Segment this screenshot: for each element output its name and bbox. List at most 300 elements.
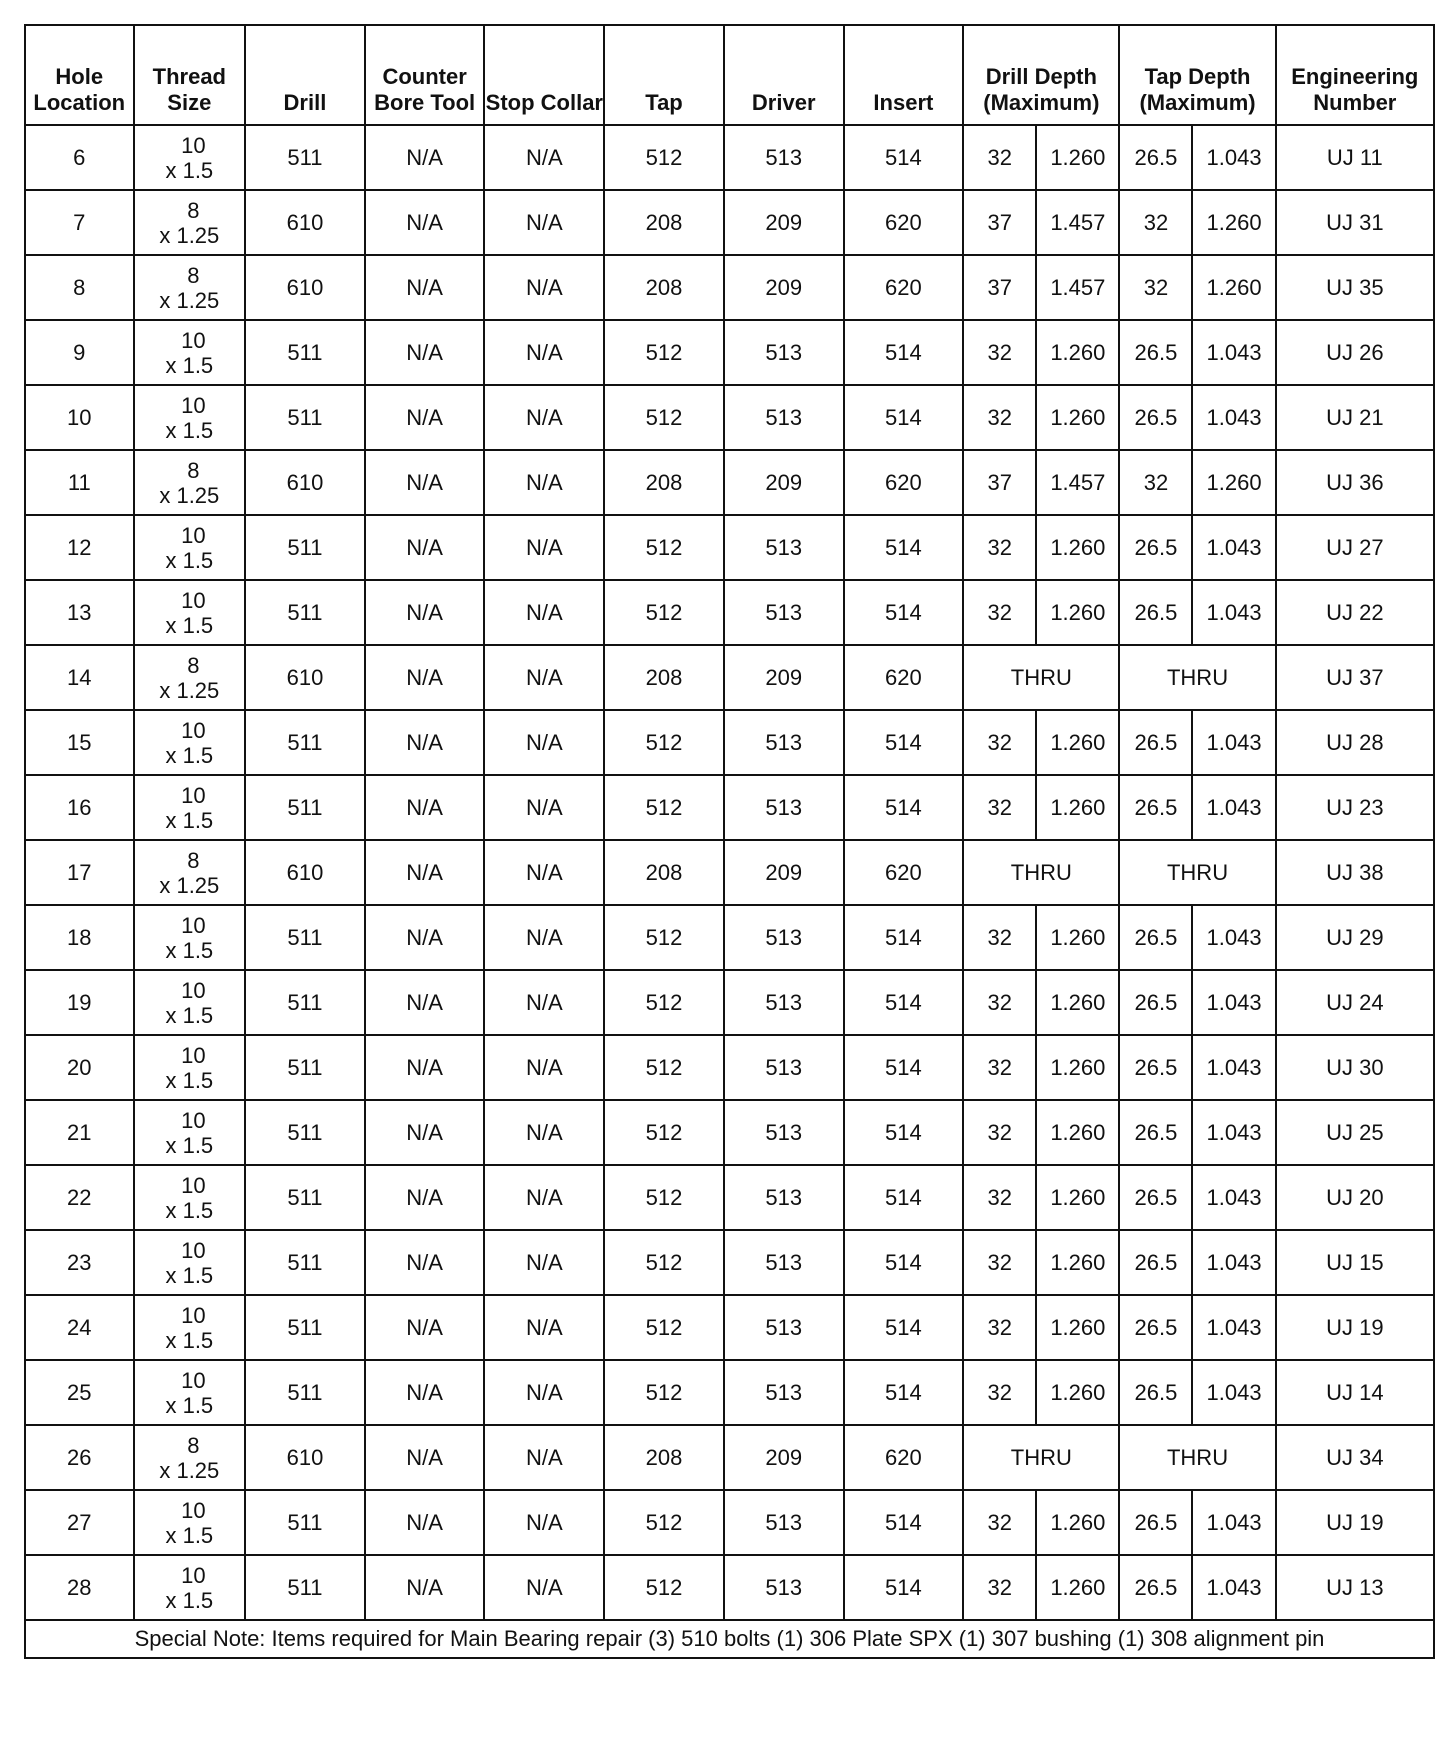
tap-depth-mm-cell: 26.5 [1119,1165,1192,1230]
drill-cell: 511 [245,385,365,450]
thread-pitch: x 1.5 [165,612,214,638]
counter-bore-tool-cell: N/A [365,1230,485,1295]
drill-depth-in-cell: 1.260 [1036,905,1119,970]
hole-location-cell: 25 [25,1360,134,1425]
thread-pitch: x 1.25 [159,872,220,898]
thread-size-cell [134,1555,246,1620]
thread-size-cell [134,645,246,710]
stop-collar-cell: N/A [484,710,604,775]
header-row [25,25,1434,125]
drill-cell: 610 [245,645,365,710]
hole-location-cell: 20 [25,1035,134,1100]
thread-size-cell [134,190,246,255]
driver-cell: 513 [724,970,844,1035]
drill-depth-mm-cell: 37 [963,190,1036,255]
counter-bore-tool-cell: N/A [365,1165,485,1230]
thread-pitch: x 1.25 [159,482,220,508]
engineering-number-cell: UJ 26 [1276,320,1434,385]
tap-depth-mm-cell: 26.5 [1119,515,1192,580]
tap-depth-mm-cell: 32 [1119,190,1192,255]
tap-depth-in-cell: 1.043 [1192,1100,1275,1165]
stop-collar-cell: N/A [484,515,604,580]
tap-depth-mm-cell: 26.5 [1119,1360,1192,1425]
tap-cell: 208 [604,190,724,255]
thread-pitch: x 1.5 [165,1132,214,1158]
drill-depth-in-cell: 1.260 [1036,970,1119,1035]
table-row [25,1295,1434,1360]
table-row [25,970,1434,1035]
tap-depth-in-cell: 1.260 [1192,190,1275,255]
table-row [25,255,1434,320]
tap-cell: 512 [604,320,724,385]
tap-cell: 512 [604,1035,724,1100]
driver-cell: 513 [724,1555,844,1620]
drill-depth-mm-cell: 32 [963,515,1036,580]
insert-cell: 514 [844,1295,964,1360]
hole-location-cell: 6 [25,125,134,190]
drill-depth-in-cell: 1.260 [1036,385,1119,450]
counter-bore-tool-cell: N/A [365,1490,485,1555]
table-row [25,1490,1434,1555]
thread-size-cell [134,1295,246,1360]
thread-pitch: x 1.5 [165,1392,214,1418]
drill-cell: 511 [245,1555,365,1620]
drill-depth-mm-cell: 32 [963,580,1036,645]
insert-cell: 620 [844,450,964,515]
drill-depth-in-cell: 1.260 [1036,775,1119,840]
tap-cell: 208 [604,255,724,320]
hole-location-cell: 13 [25,580,134,645]
thread-diameter: 10 [181,782,206,808]
thread-pitch: x 1.5 [165,157,214,183]
hole-location-cell: 14 [25,645,134,710]
tap-depth-in-cell: 1.043 [1192,970,1275,1035]
insert-cell: 514 [844,1490,964,1555]
driver-cell: 209 [724,450,844,515]
driver-cell: 513 [724,775,844,840]
thread-size-cell [134,1490,246,1555]
tap-depth-mm-cell: 26.5 [1119,1230,1192,1295]
tap-cell: 208 [604,840,724,905]
tap-depth-in-cell: 1.043 [1192,515,1275,580]
driver-cell: 209 [724,190,844,255]
driver-cell: 513 [724,125,844,190]
drill-depth-in-cell: 1.260 [1036,320,1119,385]
hole-location-cell: 22 [25,1165,134,1230]
hole-location-cell: 21 [25,1100,134,1165]
tap-depth-in-cell: 1.043 [1192,710,1275,775]
stop-collar-cell: N/A [484,1555,604,1620]
thread-diameter: 8 [187,262,200,288]
insert-cell: 514 [844,710,964,775]
stop-collar-cell: N/A [484,385,604,450]
counter-bore-tool-cell: N/A [365,580,485,645]
drill-depth-mm-cell: 32 [963,125,1036,190]
tap-cell: 512 [604,580,724,645]
insert-cell: 514 [844,320,964,385]
drill-depth-mm-cell: 32 [963,905,1036,970]
stop-collar-cell: N/A [484,905,604,970]
insert-cell: 620 [844,255,964,320]
tap-depth-in-cell: 1.043 [1192,1295,1275,1360]
insert-cell: 514 [844,125,964,190]
drill-depth-cell: THRU [963,645,1119,710]
special-note: Special Note: Items required for Main Bearing repair (3) 510 bolts (1) 306 Plate SPX (1) 307 bushing (1) 308 alignment pin [25,1620,1434,1658]
insert-cell: 514 [844,905,964,970]
tap-cell: 208 [604,645,724,710]
drill-cell: 610 [245,450,365,515]
drill-cell: 511 [245,1100,365,1165]
drill-depth-in-cell: 1.260 [1036,580,1119,645]
thread-pitch: x 1.5 [165,1262,214,1288]
thread-size-cell [134,840,246,905]
hole-location-cell: 15 [25,710,134,775]
thread-pitch: x 1.25 [159,287,220,313]
stop-collar-cell: N/A [484,775,604,840]
thread-pitch: x 1.5 [165,807,214,833]
drill-depth-mm-cell: 32 [963,1035,1036,1100]
drill-cell: 511 [245,1230,365,1295]
thread-size-cell [134,1165,246,1230]
thread-pitch: x 1.5 [165,937,214,963]
table-row [25,775,1434,840]
thread-diameter: 10 [181,912,206,938]
engineering-number-cell: UJ 19 [1276,1295,1434,1360]
engineering-number-cell: UJ 28 [1276,710,1434,775]
tap-cell: 512 [604,905,724,970]
thread-pitch: x 1.5 [165,1002,214,1028]
driver-cell: 513 [724,1230,844,1295]
stop-collar-cell: N/A [484,1035,604,1100]
tap-cell: 512 [604,515,724,580]
stop-collar-cell: N/A [484,840,604,905]
thread-size-cell [134,970,246,1035]
thread-pitch: x 1.25 [159,1457,220,1483]
tap-depth-mm-cell: 26.5 [1119,385,1192,450]
tap-depth-mm-cell: 26.5 [1119,580,1192,645]
drill-cell: 511 [245,1035,365,1100]
thread-pitch: x 1.5 [165,1522,214,1548]
drill-depth-in-cell: 1.260 [1036,1360,1119,1425]
drill-cell: 610 [245,190,365,255]
engineering-number-cell: UJ 38 [1276,840,1434,905]
thread-size-cell [134,580,246,645]
driver-cell: 513 [724,580,844,645]
tap-cell: 512 [604,1100,724,1165]
counter-bore-tool-cell: N/A [365,710,485,775]
tap-depth-mm-cell: 32 [1119,255,1192,320]
hole-location-cell: 27 [25,1490,134,1555]
thread-pitch: x 1.5 [165,1067,214,1093]
hole-location-cell: 23 [25,1230,134,1295]
table-row [25,1360,1434,1425]
tap-depth-in-cell: 1.043 [1192,580,1275,645]
special-note-row [25,1620,1434,1658]
engineering-number-cell: UJ 34 [1276,1425,1434,1490]
thread-pitch: x 1.25 [159,222,220,248]
drill-depth-mm-cell: 32 [963,1165,1036,1230]
engineering-number-cell: UJ 27 [1276,515,1434,580]
insert-cell: 514 [844,970,964,1035]
table-row [25,320,1434,385]
engineering-number-cell: UJ 21 [1276,385,1434,450]
header-stop-collar: Stop Collar [484,25,604,125]
thread-pitch: x 1.5 [165,1587,214,1613]
stop-collar-cell: N/A [484,1230,604,1295]
drill-depth-in-cell: 1.457 [1036,190,1119,255]
thread-diameter: 8 [187,197,200,223]
thread-size-cell [134,255,246,320]
table-row [25,905,1434,970]
stop-collar-cell: N/A [484,1100,604,1165]
drill-depth-in-cell: 1.260 [1036,515,1119,580]
thread-size-cell [134,515,246,580]
tap-depth-in-cell: 1.043 [1192,1165,1275,1230]
tap-cell: 512 [604,1490,724,1555]
tap-cell: 512 [604,385,724,450]
thread-diameter: 10 [181,522,206,548]
thread-pitch: x 1.5 [165,417,214,443]
counter-bore-tool-cell: N/A [365,775,485,840]
driver-cell: 513 [724,515,844,580]
thread-pitch: x 1.5 [165,547,214,573]
tap-depth-cell: THRU [1119,645,1275,710]
table-row [25,190,1434,255]
insert-cell: 514 [844,1360,964,1425]
drill-depth-in-cell: 1.260 [1036,125,1119,190]
counter-bore-tool-cell: N/A [365,450,485,515]
drill-depth-mm-cell: 32 [963,1100,1036,1165]
tap-depth-in-cell: 1.260 [1192,255,1275,320]
stop-collar-cell: N/A [484,1360,604,1425]
insert-cell: 620 [844,840,964,905]
tap-depth-in-cell: 1.043 [1192,1555,1275,1620]
driver-cell: 209 [724,255,844,320]
engineering-number-cell: UJ 11 [1276,125,1434,190]
tap-depth-mm-cell: 32 [1119,450,1192,515]
drill-cell: 511 [245,515,365,580]
insert-cell: 620 [844,190,964,255]
header-hole-location: Hole Location [25,25,134,125]
drill-cell: 610 [245,840,365,905]
driver-cell: 209 [724,645,844,710]
drill-cell: 610 [245,1425,365,1490]
table-row [25,125,1434,190]
drill-depth-in-cell: 1.260 [1036,1100,1119,1165]
hole-location-cell: 19 [25,970,134,1035]
tap-cell: 512 [604,1295,724,1360]
driver-cell: 513 [724,1165,844,1230]
thread-size-cell [134,1425,246,1490]
tap-depth-mm-cell: 26.5 [1119,775,1192,840]
stop-collar-cell: N/A [484,580,604,645]
tap-depth-in-cell: 1.043 [1192,1035,1275,1100]
table-row [25,385,1434,450]
hole-location-cell: 17 [25,840,134,905]
drill-depth-mm-cell: 32 [963,1295,1036,1360]
tap-depth-in-cell: 1.260 [1192,450,1275,515]
hole-location-cell: 8 [25,255,134,320]
driver-cell: 513 [724,1360,844,1425]
drill-depth-cell: THRU [963,1425,1119,1490]
tap-cell: 512 [604,1165,724,1230]
drill-cell: 511 [245,1295,365,1360]
thread-diameter: 10 [181,1302,206,1328]
counter-bore-tool-cell: N/A [365,385,485,450]
tap-depth-mm-cell: 26.5 [1119,320,1192,385]
stop-collar-cell: N/A [484,125,604,190]
engineering-number-cell: UJ 36 [1276,450,1434,515]
insert-cell: 514 [844,1100,964,1165]
tap-cell: 208 [604,450,724,515]
thread-diameter: 10 [181,1367,206,1393]
table-row [25,1100,1434,1165]
thread-diameter: 10 [181,1237,206,1263]
tap-depth-mm-cell: 26.5 [1119,1035,1192,1100]
hole-location-cell: 9 [25,320,134,385]
insert-cell: 514 [844,1555,964,1620]
tap-depth-in-cell: 1.043 [1192,1490,1275,1555]
tap-depth-in-cell: 1.043 [1192,775,1275,840]
tap-cell: 512 [604,710,724,775]
thread-size-cell [134,1100,246,1165]
tooling-spec-table [24,24,1435,1659]
insert-cell: 514 [844,580,964,645]
thread-diameter: 10 [181,1042,206,1068]
engineering-number-cell: UJ 22 [1276,580,1434,645]
counter-bore-tool-cell: N/A [365,190,485,255]
hole-location-cell: 11 [25,450,134,515]
thread-pitch: x 1.5 [165,1197,214,1223]
table-row [25,645,1434,710]
tap-depth-in-cell: 1.043 [1192,905,1275,970]
stop-collar-cell: N/A [484,450,604,515]
insert-cell: 514 [844,1230,964,1295]
driver-cell: 513 [724,905,844,970]
engineering-number-cell: UJ 37 [1276,645,1434,710]
stop-collar-cell: N/A [484,970,604,1035]
drill-cell: 511 [245,320,365,385]
drill-cell: 511 [245,1490,365,1555]
tap-depth-in-cell: 1.043 [1192,1230,1275,1295]
drill-depth-in-cell: 1.260 [1036,1035,1119,1100]
tap-depth-mm-cell: 26.5 [1119,905,1192,970]
drill-cell: 511 [245,905,365,970]
driver-cell: 513 [724,1100,844,1165]
stop-collar-cell: N/A [484,1490,604,1555]
drill-depth-mm-cell: 32 [963,320,1036,385]
thread-diameter: 10 [181,392,206,418]
drill-depth-mm-cell: 32 [963,385,1036,450]
counter-bore-tool-cell: N/A [365,1360,485,1425]
thread-diameter: 8 [187,457,200,483]
drill-depth-in-cell: 1.260 [1036,1555,1119,1620]
thread-diameter: 8 [187,652,200,678]
counter-bore-tool-cell: N/A [365,1425,485,1490]
engineering-number-cell: UJ 15 [1276,1230,1434,1295]
header-tap: Tap [604,25,724,125]
hole-location-cell: 7 [25,190,134,255]
thread-size-cell [134,320,246,385]
thread-diameter: 8 [187,1432,200,1458]
insert-cell: 514 [844,385,964,450]
header-thread-size: Thread Size [134,25,246,125]
thread-diameter: 10 [181,977,206,1003]
engineering-number-cell: UJ 35 [1276,255,1434,320]
thread-diameter: 10 [181,1107,206,1133]
tap-depth-mm-cell: 26.5 [1119,710,1192,775]
driver-cell: 513 [724,320,844,385]
drill-depth-mm-cell: 32 [963,1555,1036,1620]
engineering-number-cell: UJ 14 [1276,1360,1434,1425]
thread-size-cell [134,775,246,840]
driver-cell: 513 [724,385,844,450]
counter-bore-tool-cell: N/A [365,1295,485,1360]
thread-pitch: x 1.5 [165,742,214,768]
hole-location-cell: 24 [25,1295,134,1360]
engineering-number-cell: UJ 25 [1276,1100,1434,1165]
driver-cell: 513 [724,1490,844,1555]
thread-diameter: 10 [181,132,206,158]
drill-cell: 610 [245,255,365,320]
driver-cell: 513 [724,710,844,775]
stop-collar-cell: N/A [484,255,604,320]
counter-bore-tool-cell: N/A [365,125,485,190]
hole-location-cell: 16 [25,775,134,840]
engineering-number-cell: UJ 20 [1276,1165,1434,1230]
engineering-number-cell: UJ 13 [1276,1555,1434,1620]
tap-depth-mm-cell: 26.5 [1119,125,1192,190]
insert-cell: 620 [844,645,964,710]
counter-bore-tool-cell: N/A [365,645,485,710]
thread-diameter: 10 [181,717,206,743]
hole-location-cell: 18 [25,905,134,970]
insert-cell: 514 [844,775,964,840]
header-driver: Driver [724,25,844,125]
drill-depth-mm-cell: 32 [963,1360,1036,1425]
drill-cell: 511 [245,710,365,775]
counter-bore-tool-cell: N/A [365,905,485,970]
tap-depth-in-cell: 1.043 [1192,125,1275,190]
thread-pitch: x 1.25 [159,677,220,703]
table-row [25,450,1434,515]
thread-diameter: 8 [187,847,200,873]
thread-pitch: x 1.5 [165,352,214,378]
tap-depth-in-cell: 1.043 [1192,320,1275,385]
drill-depth-mm-cell: 32 [963,970,1036,1035]
counter-bore-tool-cell: N/A [365,515,485,580]
tap-cell: 512 [604,125,724,190]
counter-bore-tool-cell: N/A [365,255,485,320]
driver-cell: 513 [724,1295,844,1360]
stop-collar-cell: N/A [484,1425,604,1490]
table-row [25,1165,1434,1230]
stop-collar-cell: N/A [484,1295,604,1360]
drill-depth-in-cell: 1.457 [1036,255,1119,320]
thread-diameter: 10 [181,327,206,353]
drill-depth-in-cell: 1.457 [1036,450,1119,515]
insert-cell: 620 [844,1425,964,1490]
table-row [25,515,1434,580]
driver-cell: 209 [724,1425,844,1490]
driver-cell: 209 [724,840,844,905]
thread-size-cell [134,1230,246,1295]
hole-location-cell: 10 [25,385,134,450]
tap-depth-mm-cell: 26.5 [1119,1100,1192,1165]
drill-depth-in-cell: 1.260 [1036,1295,1119,1360]
thread-size-cell [134,125,246,190]
drill-depth-mm-cell: 32 [963,710,1036,775]
